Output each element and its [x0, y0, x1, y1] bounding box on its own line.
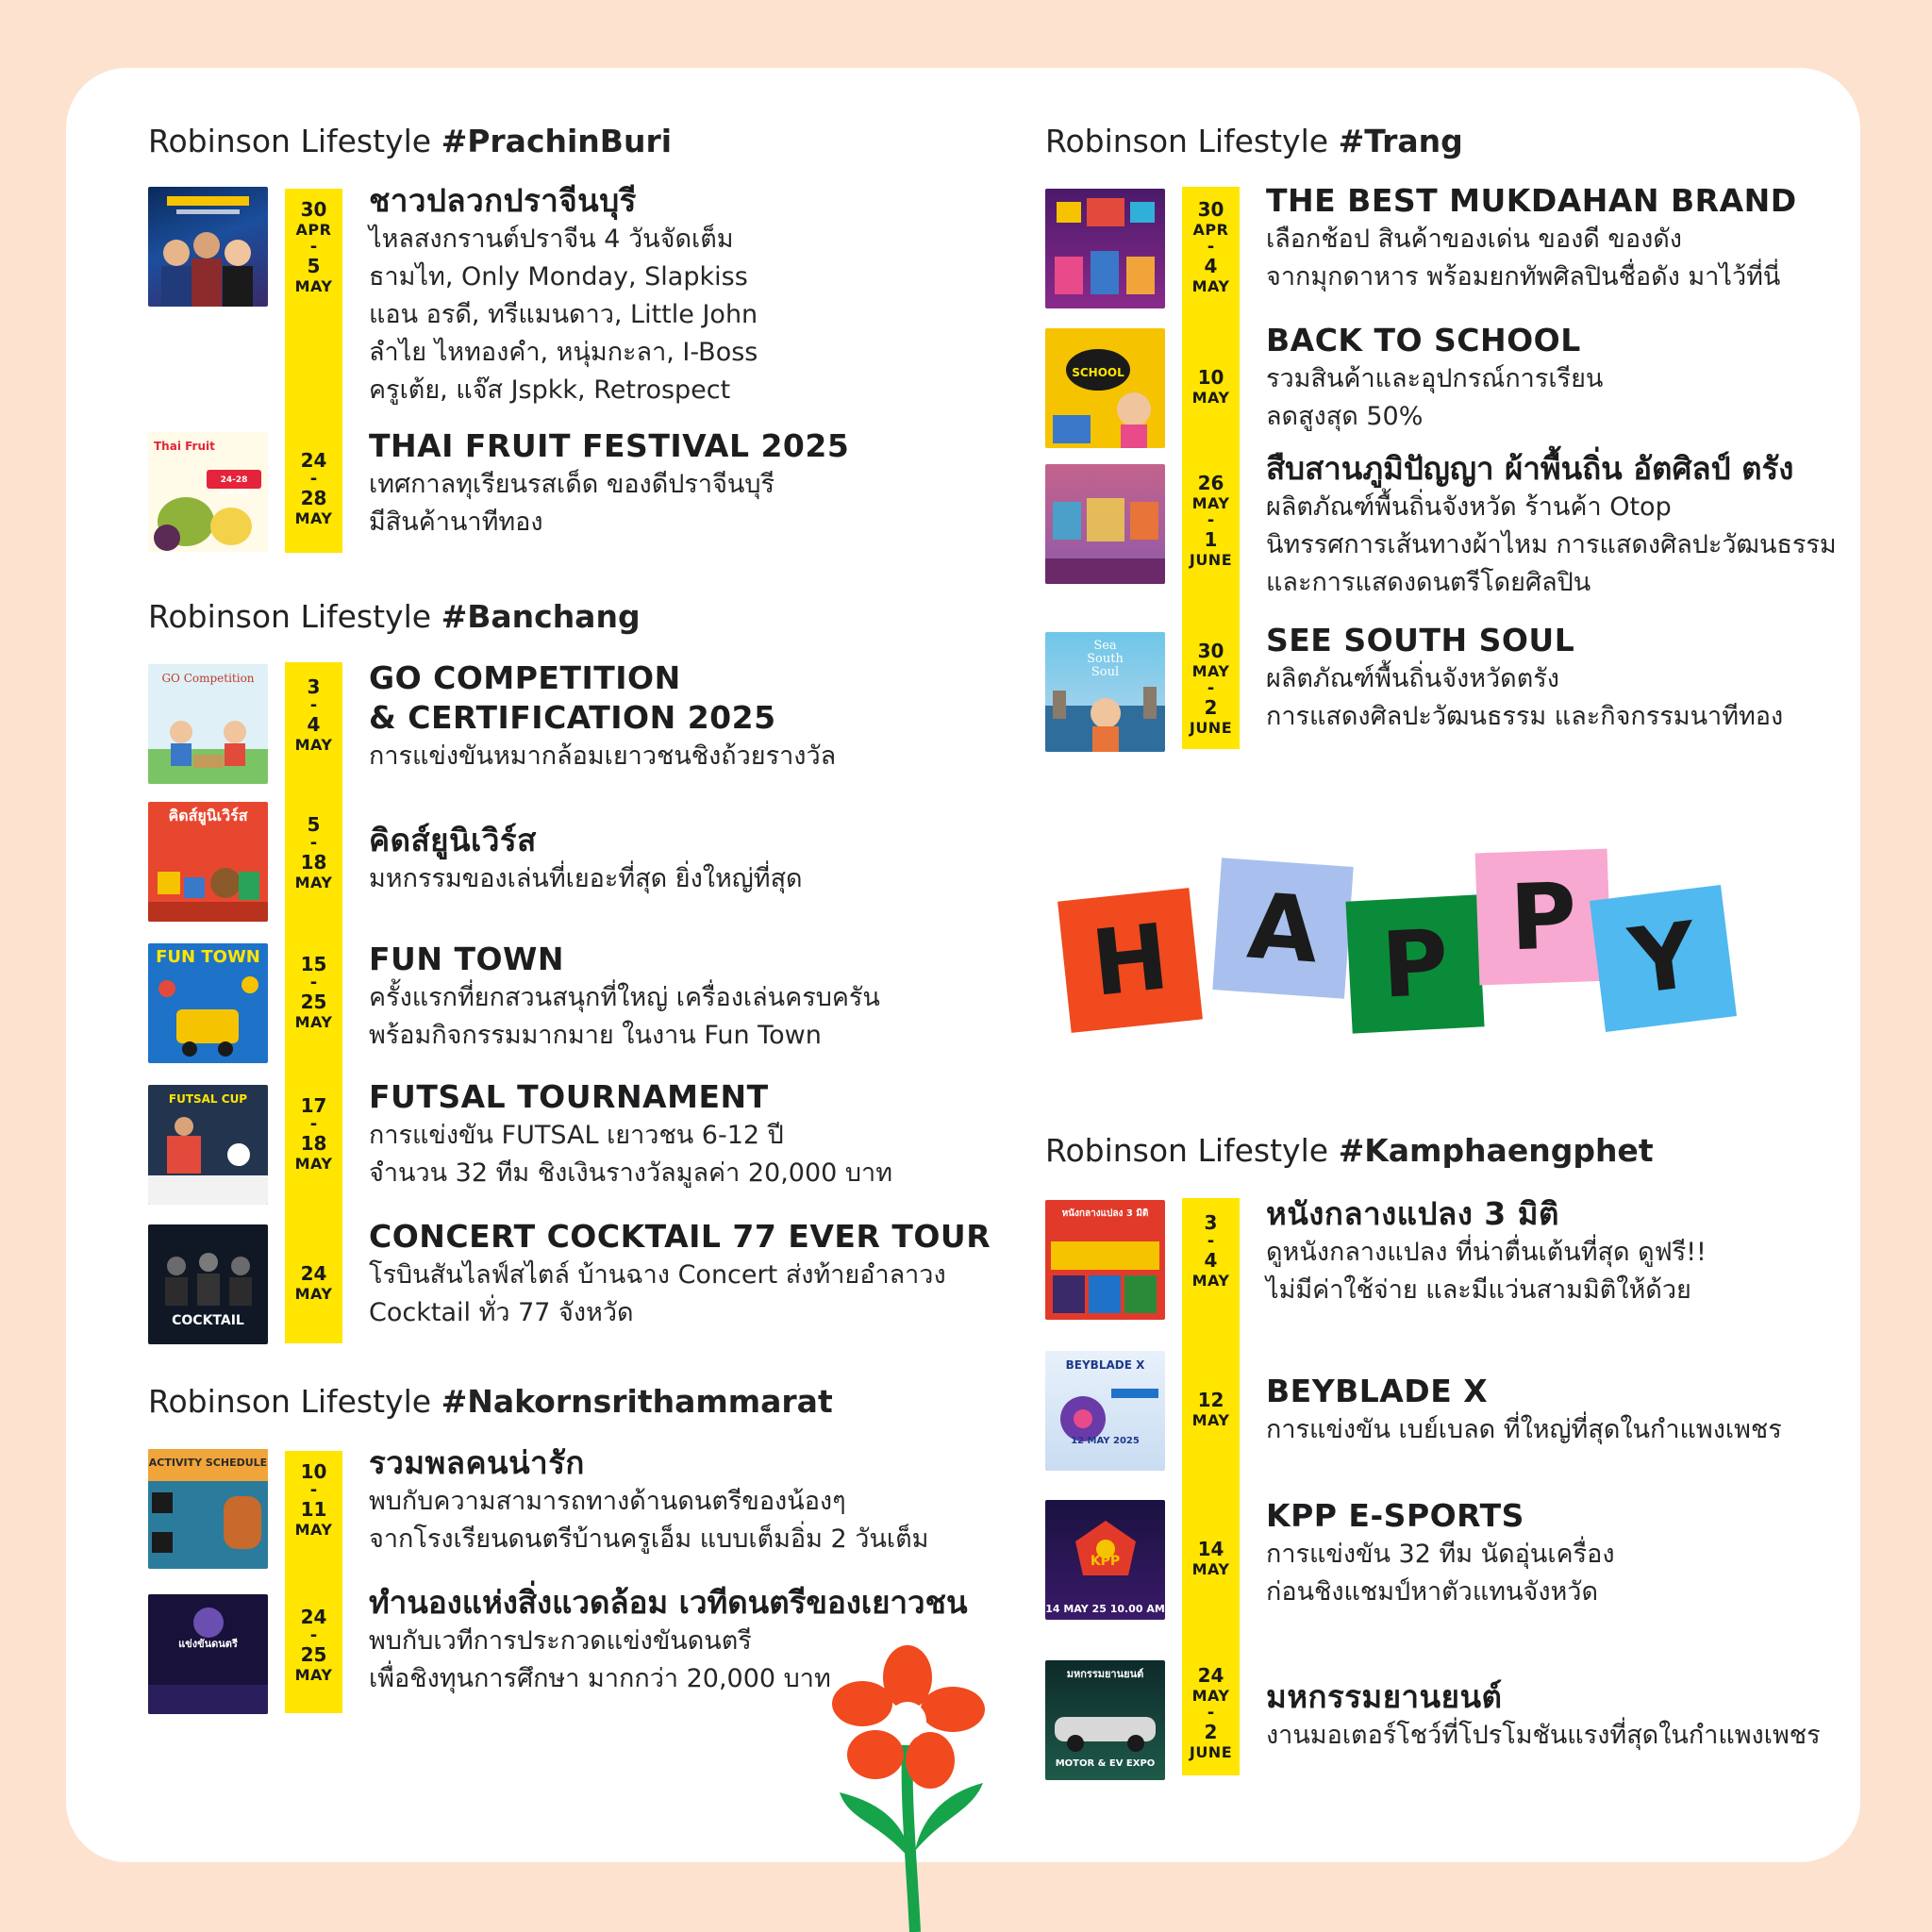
date-day-start: 24	[300, 1606, 327, 1628]
thumb-caption: FUTSAL CUP	[168, 1092, 248, 1106]
date-day-end: 25	[300, 1643, 327, 1666]
date-day-end: 2	[1204, 1721, 1218, 1743]
event-title: ชาวปลวกปราจีนบุรี	[369, 182, 637, 219]
date-month-end: MAY	[1191, 1272, 1230, 1290]
date-month-end: MAY	[1191, 389, 1230, 407]
date-day-start: 17	[300, 1094, 327, 1117]
event-date	[285, 1262, 342, 1304]
durian-poster-icon	[148, 432, 268, 552]
happy-tile-a	[1212, 858, 1353, 998]
event-description	[369, 979, 880, 1055]
event-date	[1182, 1664, 1240, 1762]
event-date	[1182, 366, 1240, 408]
date-month-end: MAY	[1191, 277, 1230, 295]
date-day-start: 30	[300, 198, 327, 221]
event-date	[1182, 198, 1240, 296]
thumb-caption: Thai Fruit	[154, 440, 215, 453]
date-day-start: 24	[1197, 1664, 1224, 1687]
thumb-caption: BEYBLADE X	[1065, 1358, 1145, 1372]
event-description	[1266, 1717, 1821, 1755]
thumb-caption: COCKTAIL	[172, 1313, 244, 1328]
event-title: GO COMPETITION	[369, 659, 681, 696]
section-title-tag: #Trang	[1338, 123, 1463, 159]
esports-poster-icon	[1045, 1500, 1165, 1620]
section-title-tag: #Nakornsrithammarat	[441, 1383, 833, 1420]
date-separator: -	[1207, 510, 1215, 530]
happy-tile-h	[1058, 888, 1203, 1033]
date-month-start: MAY	[1191, 1687, 1230, 1705]
event-date	[1182, 472, 1240, 570]
event-description	[369, 738, 836, 775]
date-separator: -	[1207, 678, 1215, 698]
thumb-caption: GO Competition	[161, 672, 255, 685]
futsal-poster-icon	[148, 1085, 268, 1205]
event-description-line: ครูเต้ย, แจ๊ส Jspkk, Retrospect	[369, 375, 731, 405]
event-date	[285, 449, 342, 528]
section-title-prefix: Robinson Lifestyle	[148, 598, 441, 635]
event-title: THAI FRUIT FESTIVAL 2025	[369, 427, 850, 464]
date-day-end: 1	[1204, 528, 1218, 551]
date-month-start: APR	[295, 221, 332, 239]
date-month-end: MAY	[1191, 1411, 1230, 1429]
event-description-line: และการแสดงดนตรีโดยศิลปิน	[1266, 568, 1591, 597]
event-description-line: รวมสินค้าและอุปกรณ์การเรียน	[1266, 364, 1604, 393]
event-description-line: จำนวน 32 ทีม ชิงเงินรางวัลมูลค่า 20,000 บาท	[369, 1158, 892, 1188]
date-month-end: JUNE	[1189, 551, 1233, 569]
event-description-line: ก่อนชิงแชมป์หาตัวแทนจังหวัด	[1266, 1577, 1599, 1607]
happy-letter: A	[1244, 873, 1322, 984]
concert-poster-icon	[148, 187, 268, 307]
date-day-end: 11	[300, 1498, 327, 1521]
date-day-start: 24	[300, 1262, 327, 1285]
thumb-caption: หนังกลางแปลง 3 มิติ	[1061, 1208, 1149, 1219]
event-title: รวมพลคนน่ารัก	[369, 1444, 585, 1481]
date-day-start: 12	[1197, 1389, 1224, 1411]
thumb-caption: คิดส์ยูนิเวิร์ส	[168, 807, 248, 824]
event-description	[1266, 1234, 1707, 1309]
date-day-start: 3	[307, 675, 321, 698]
event-date	[1182, 1538, 1240, 1579]
music-contest-poster-art	[148, 1594, 268, 1714]
event-description	[1266, 360, 1603, 436]
event-description-line: พบกับความสามารถทางด้านดนตรีของน้องๆ	[369, 1487, 846, 1516]
section-title-tag: #Banchang	[441, 598, 641, 635]
happy-letter: Y	[1624, 902, 1703, 1015]
date-month-end: JUNE	[1189, 1743, 1233, 1761]
event-description-line: ลำไย ไหทองคำ, หนุ่มกะลา, I-Boss	[369, 338, 758, 367]
event-description	[1266, 221, 1780, 296]
date-month-end: MAY	[294, 277, 333, 295]
event-title: ทำนองแห่งสิ่งแวดล้อม เวทีดนตรีของเยาวชน	[369, 1584, 968, 1621]
date-separator: -	[1207, 1703, 1215, 1723]
event-description-line: ครั้งแรกที่ยกสวนสนุกที่ใหญ่ เครื่องเล่นครบครัน	[369, 983, 880, 1012]
date-month-end: JUNE	[1189, 719, 1233, 737]
date-separator: -	[1207, 1231, 1215, 1251]
event-description-line: ไม่มีค่าใช้จ่าย และมีแว่นสามมิติให้ด้วย	[1266, 1275, 1691, 1305]
happy-letter-tiles-icon	[1064, 851, 1743, 1068]
back-to-school-poster-icon	[1045, 328, 1165, 448]
event-description-line: นิทรรศการเส้นทางผ้าไหม การแสดงศิลปะวัฒนธรรม	[1266, 530, 1837, 559]
event-title: BEYBLADE X	[1266, 1373, 1489, 1409]
section-title-prefix: Robinson Lifestyle	[1045, 1132, 1339, 1169]
section-title	[148, 598, 641, 635]
event-title: หนังกลางแปลง 3 มิติ	[1266, 1195, 1559, 1232]
event-description-line: จากมุกดาหาร พร้อมยกทัพศิลปินชื่อดัง มาไว้ที่นี่	[1266, 262, 1781, 291]
date-separator: -	[1207, 237, 1215, 257]
thumb-caption: ACTIVITY SCHEDULE	[148, 1457, 268, 1469]
local-fabric-poster-icon	[1045, 464, 1165, 584]
event-title: CONCERT COCKTAIL 77 EVER TOUR	[369, 1218, 991, 1255]
event-title: SEE SOUTH SOUL	[1266, 622, 1575, 658]
sea-south-soul-poster-icon	[1045, 632, 1165, 752]
event-description-line: เทศกาลทุเรียนรสเด็ด ของดีปราจีนบุรี	[369, 470, 774, 499]
event-description-line: มหกรรมของเล่นที่เยอะที่สุด ยิ่งใหญ่ที่สุด	[369, 864, 803, 893]
event-description-line: เพื่อชิงทุนการศึกษา มากกว่า 20,000 บาท	[369, 1664, 831, 1693]
date-day-end: 2	[1204, 696, 1218, 719]
section-title	[148, 123, 672, 159]
event-date	[1182, 1389, 1240, 1430]
event-description	[369, 466, 774, 541]
date-separator: -	[309, 469, 318, 489]
event-title: มหกรรมยานยนต์	[1266, 1678, 1503, 1715]
happy-tile-p1	[1345, 894, 1484, 1033]
date-separator: -	[309, 973, 318, 992]
go-game-poster-icon	[148, 664, 268, 784]
mukdahan-poster-art	[1045, 189, 1165, 308]
event-description-line: การแข่งขัน FUTSAL เยาวชน 6-12 ปี	[369, 1121, 784, 1150]
event-description	[1266, 1411, 1782, 1449]
date-day-start: 26	[1197, 472, 1224, 494]
mukdahan-poster-icon	[1045, 189, 1165, 308]
event-description-line: งานมอเตอร์โชว์ที่โปรโมชันแรงที่สุดในกำแพงเพชร	[1266, 1721, 1821, 1750]
happy-tile-y	[1590, 885, 1737, 1032]
date-day-start: 15	[300, 953, 327, 975]
event-date	[285, 813, 342, 892]
happy-letter: P	[1507, 862, 1579, 972]
date-month-start: MAY	[1191, 662, 1230, 680]
event-title-line-2: & CERTIFICATION 2025	[369, 699, 776, 736]
thumb-caption: มหกรรมยานยนต์	[1066, 1668, 1144, 1680]
date-day-start: 3	[1204, 1211, 1218, 1234]
date-month-end: MAY	[294, 874, 333, 891]
cocktail-concert-poster-icon	[148, 1224, 268, 1344]
date-month-end: MAY	[294, 1155, 333, 1173]
date-separator: -	[309, 1114, 318, 1134]
event-description-line: ผลิตภัณฑ์พื้นถิ่นจังหวัด ร้านค้า Otop	[1266, 492, 1672, 522]
event-title: BACK TO SCHOOL	[1266, 322, 1581, 358]
date-day-end: 28	[300, 487, 327, 509]
date-separator: -	[309, 237, 318, 257]
date-day-start: 30	[1197, 198, 1224, 221]
open-air-cinema-poster-icon	[1045, 1200, 1165, 1320]
event-date	[285, 675, 342, 755]
event-description	[1266, 660, 1783, 736]
date-day-end: 18	[300, 851, 327, 874]
event-title: FUN TOWN	[369, 941, 565, 977]
concert-poster-art	[148, 187, 268, 307]
event-description-line: ผลิตภัณฑ์พื้นถิ่นจังหวัดตรัง	[1266, 664, 1559, 693]
date-day-end: 4	[307, 713, 321, 736]
section-title-tag: #PrachinBuri	[441, 123, 673, 159]
event-description	[369, 1483, 928, 1558]
event-date	[285, 198, 342, 296]
date-day-start: 14	[1197, 1538, 1224, 1560]
date-month-end: MAY	[294, 1013, 333, 1031]
event-date	[285, 1606, 342, 1685]
activity-schedule-poster-icon	[148, 1449, 268, 1569]
event-title: THE BEST MUKDAHAN BRAND	[1266, 182, 1797, 219]
date-month-end: MAY	[1191, 1560, 1230, 1578]
date-separator: -	[309, 695, 318, 715]
date-month-end: MAY	[294, 1666, 333, 1684]
thumb-caption: 24-28 พ.ค.68	[219, 475, 249, 498]
event-date	[1182, 1211, 1240, 1291]
event-description	[369, 221, 758, 409]
date-month-end: MAY	[294, 509, 333, 527]
date-month-end: MAY	[294, 1285, 333, 1303]
event-description-line: เลือกช้อป สินค้าของเด่น ของดี ของดัง	[1266, 225, 1682, 254]
flower-icon	[821, 1641, 991, 1932]
event-description-line: จากโรงเรียนดนตรีบ้านครูเอ็ม แบบเต็มอิ่ม 2 วันเต็ม	[369, 1524, 929, 1554]
event-description-line: มีสินค้านาทีทอง	[369, 508, 543, 537]
event-title: สืบสานภูมิปัญญา ผ้าพื้นถิ่น อัตศิลป์ ตรัง	[1266, 450, 1794, 487]
event-title: FUTSAL TOURNAMENT	[369, 1078, 769, 1115]
beyblade-poster-icon	[1045, 1351, 1165, 1471]
thumb-caption: KPP	[1090, 1554, 1121, 1569]
happy-letter: H	[1087, 904, 1174, 1017]
date-month-start: MAY	[1191, 494, 1230, 512]
motor-expo-poster-icon	[1045, 1660, 1165, 1780]
event-title: KPP E-SPORTS	[1266, 1497, 1524, 1534]
thumb-caption: 14 MAY 25 10.00 AM	[1045, 1603, 1165, 1615]
event-description-line: ธามไท, Only Monday, Slapkiss	[369, 262, 748, 291]
event-description-line: ดูหนังกลางแปลง ที่น่าตื่นเต้นที่สุด ดูฟรี!!	[1266, 1238, 1707, 1267]
thumb-caption: MOTOR & EV EXPO	[1055, 1758, 1156, 1769]
date-separator: -	[309, 1480, 318, 1500]
event-description	[369, 1257, 946, 1332]
event-description	[1266, 489, 1837, 602]
event-description-line: การแข่งขัน 32 ทีม นัดอุ่นเครื่อง	[1266, 1540, 1615, 1569]
event-date	[285, 1460, 342, 1540]
event-description	[1266, 1536, 1615, 1611]
back-to-school-poster-art	[1045, 328, 1165, 448]
local-fabric-poster-art	[1045, 464, 1165, 584]
event-description-line: การแข่งขัน เบย์เบลด ที่ใหญ่ที่สุดในกำแพงเพชร	[1266, 1415, 1782, 1444]
thumb-caption: FUN TOWN	[156, 947, 260, 967]
fun-town-poster-icon	[148, 943, 268, 1063]
event-description-line: ไหลสงกรานต์ปราจีน 4 วันจัดเต็ม	[369, 225, 734, 254]
event-description-line: พบกับเวทีการประกวดแข่งขันดนตรี	[369, 1626, 752, 1656]
date-separator: -	[309, 1625, 318, 1645]
date-day-start: 10	[1197, 366, 1224, 389]
event-description-line: ลดสูงสุด 50%	[1266, 402, 1424, 431]
date-day-end: 4	[1204, 255, 1218, 277]
date-day-start: 24	[300, 449, 327, 472]
music-contest-poster-icon	[148, 1594, 268, 1714]
section-title	[1045, 123, 1463, 159]
event-description	[369, 1117, 892, 1192]
section-title-prefix: Robinson Lifestyle	[148, 123, 441, 159]
date-month-start: APR	[1192, 221, 1229, 239]
toys-poster-icon	[148, 802, 268, 922]
date-day-start: 10	[300, 1460, 327, 1483]
event-date	[285, 953, 342, 1032]
date-day-start: 5	[307, 813, 321, 836]
event-description-line: แอน อรดี, ทรีแมนดาว, Little John	[369, 300, 758, 329]
date-month-end: MAY	[294, 736, 333, 754]
event-description-line: Cocktail ทั่ว 77 จังหวัด	[369, 1298, 634, 1327]
thumb-caption: 12 MAY 2025	[1071, 1436, 1140, 1446]
event-title: คิดส์ยูนิเวิร์ส	[369, 822, 537, 858]
date-separator: -	[309, 833, 318, 853]
event-description-line: การแสดงศิลปะวัฒนธรรม และกิจกรรมนาทีทอง	[1266, 702, 1784, 731]
thumb-caption: SCHOOL	[1072, 366, 1124, 379]
section-title-tag: #Kamphaengphet	[1338, 1132, 1654, 1169]
date-day-end: 25	[300, 991, 327, 1013]
event-description	[369, 860, 803, 898]
event-date	[285, 1094, 342, 1174]
thumb-caption: แข่งขันดนตรี	[178, 1638, 238, 1650]
date-day-end: 5	[307, 255, 321, 277]
section-title	[148, 1383, 833, 1420]
thumb-caption: Sea South Soul	[1087, 639, 1124, 679]
section-title	[1045, 1132, 1654, 1169]
section-title-prefix: Robinson Lifestyle	[1045, 123, 1339, 159]
section-title-prefix: Robinson Lifestyle	[148, 1383, 441, 1420]
date-month-end: MAY	[294, 1521, 333, 1539]
event-description-line: พร้อมกิจกรรมมากมาย ในงาน Fun Town	[369, 1021, 822, 1050]
event-date	[1182, 640, 1240, 738]
date-day-start: 30	[1197, 640, 1224, 662]
event-description	[369, 1623, 831, 1698]
date-day-end: 4	[1204, 1249, 1218, 1272]
event-description-line: โรบินสันไลฟ์สไตล์ บ้านฉาง Concert ส่งท้ายอำลาวง	[369, 1260, 946, 1290]
event-description-line: การแข่งขันหมากล้อมเยาวชนชิงถ้วยรางวัล	[369, 741, 837, 771]
date-day-end: 18	[300, 1132, 327, 1155]
happy-letter: P	[1378, 909, 1452, 1019]
